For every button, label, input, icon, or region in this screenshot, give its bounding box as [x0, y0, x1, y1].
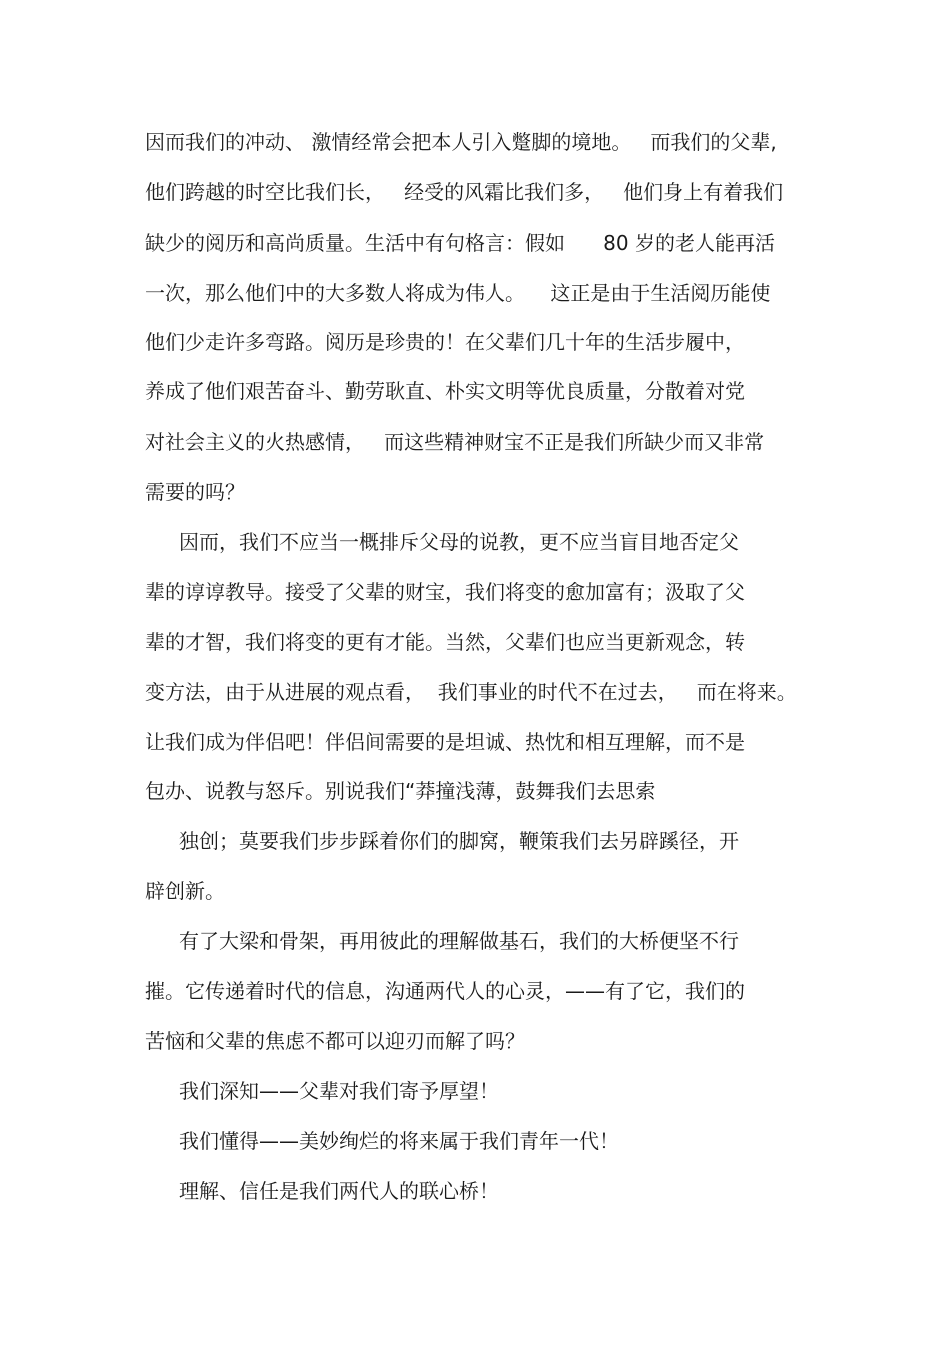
text-line: 养成了他们艰苦奋斗、勤劳耿直、朴实文明等优良质量，分散着对党 — [145, 379, 745, 403]
text-line: 缺少的阅历和高尚质量。生活中有句格言：假如 80 岁的老人能再活 — [145, 231, 775, 255]
paragraph-start-line: 有了大梁和骨架，再用彼此的理解做基石，我们的大桥便坚不行 — [179, 929, 739, 953]
text-line: 包办、说教与怒斥。别说我们“莽撞浅薄，鼓舞我们去思索 — [145, 779, 656, 803]
text-line: 变方法，由于从进展的观点看， 我们事业的时代不在过去， 而在将来。 — [145, 680, 797, 704]
paragraph-start-line: 独创；莫要我们步步踩着你们的脚窝，鞭策我们去另辟蹊径，开 — [179, 829, 739, 853]
text-line: 对社会主义的火热感情， 而这些精神财宝不正是我们所缺少而又非常 — [145, 430, 765, 454]
text-line: 需要的吗？ — [145, 480, 245, 504]
text-line: 一次，那么他们中的大多数人将成为伟人。 这正是由于生活阅历能使 — [145, 281, 771, 305]
text-line: 苦恼和父辈的焦虑不都可以迎刃而解了吗？ — [145, 1029, 525, 1053]
paragraph-start-line: 理解、信任是我们两代人的联心桥！ — [179, 1179, 499, 1203]
paragraph-start-line: 我们深知——父辈对我们寄予厚望！ — [179, 1079, 499, 1103]
text-line: 辟创新。 — [145, 879, 225, 903]
paragraph-start-line: 我们懂得——美妙绚烂的将来属于我们青年一代！ — [179, 1129, 619, 1153]
text-line: 因而我们的冲动、 激情经常会把本人引入蹩脚的境地。 而我们的父辈, — [145, 130, 777, 154]
text-line: 他们跨越的时空比我们长， 经受的风霜比我们多， 他们身上有着我们 — [145, 180, 784, 204]
paragraph-start-line: 因而，我们不应当一概排斥父母的说教，更不应当盲目地否定父 — [179, 530, 739, 554]
text-line: 让我们成为伴侣吧！伴侣间需要的是坦诚、热忱和相互理解，而不是 — [145, 730, 745, 754]
text-line: 辈的谆谆教导。接受了父辈的财宝，我们将变的愈加富有；汲取了父 — [145, 580, 745, 604]
text-line: 辈的才智，我们将变的更有才能。当然，父辈们也应当更新观念，转 — [145, 630, 745, 654]
text-line: 摧。它传递着时代的信息，沟通两代人的心灵，——有了它，我们的 — [145, 979, 745, 1003]
text-line: 他们少走许多弯路。阅历是珍贵的！在父辈们几十年的生活步履中， — [145, 330, 745, 354]
